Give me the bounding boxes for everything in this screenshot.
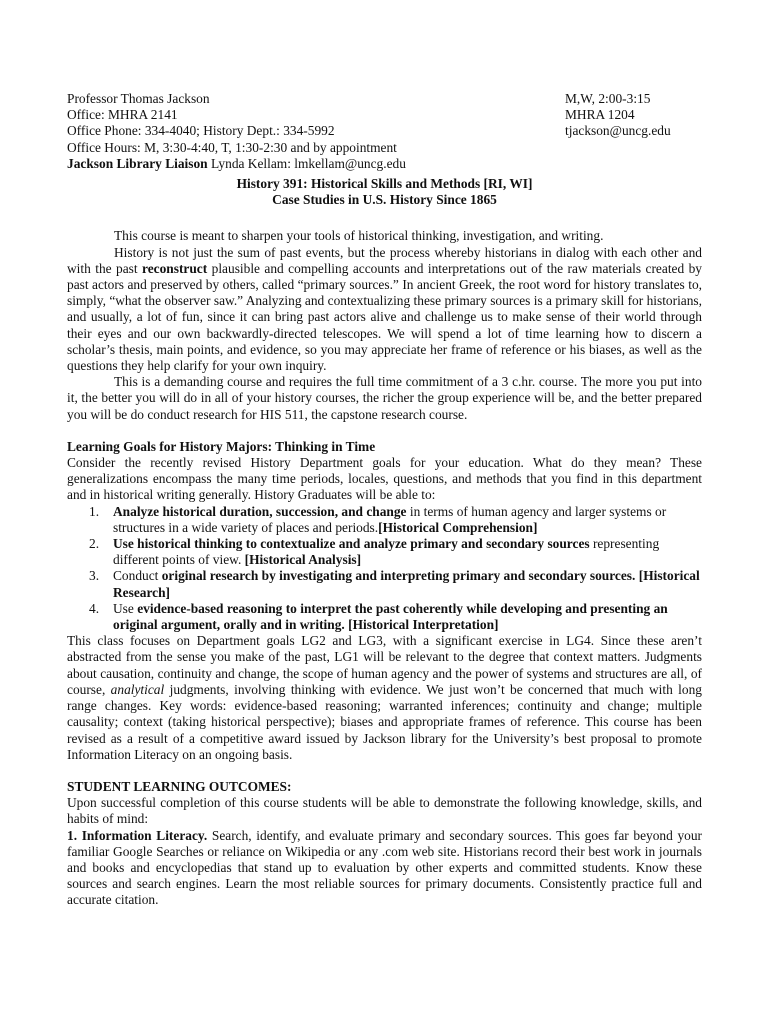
syllabus-page [67, 91, 702, 909]
analytical-emphasis: analytical [110, 681, 165, 697]
instructor-name: Professor Thomas Jackson [67, 91, 210, 106]
outcome-title: 1. Information Literacy. [67, 827, 208, 843]
list-item-pre: Conduct [113, 568, 162, 584]
list-item [67, 568, 702, 600]
intro-paragraph-2-text-a: History is not just the sum of past events, but the process whereby historians in dialog with each other and with the past [67, 244, 702, 276]
learning-goals-intro: Consider the recently revised History Department goals for your education. What do they mean? These generalizations encompass the many time periods, locales, questions, and methods that you find in this department and in historical writing generally. History Graduates will be able to: [67, 455, 702, 503]
course-title-line-1: History 391: Historical Skills and Methods [RI, WI] [236, 176, 533, 191]
class-schedule: M,W, 2:00-3:15 [565, 91, 651, 106]
library-liaison-value: Lynda Kellam: lmkellam@uncg.edu [207, 155, 406, 171]
library-liaison-label: Jackson Library Liaison [67, 155, 208, 171]
outcomes-heading: STUDENT LEARNING OUTCOMES: [67, 778, 292, 794]
list-item-bold: Analyze historical duration, succession, and change [113, 503, 407, 519]
list-item-bold: Use historical thinking to contextualize and analyze primary and secondary sources [113, 536, 590, 552]
intro-paragraph-2 [67, 245, 702, 375]
list-item-tag: [Historical Research] [113, 568, 700, 600]
list-item-tag: [Historical Comprehension] [378, 519, 538, 535]
course-title-line-2: Case Studies in U.S. History Since 1865 [272, 192, 497, 208]
instructor-email: tjackson@uncg.edu [565, 123, 671, 139]
outcomes-intro: Upon successful completion of this course students will be able to demonstrate the following knowledge, skills, and habits of mind: [67, 795, 702, 827]
list-item [67, 504, 702, 536]
outcome-text: Search, identify, and evaluate primary and secondary sources. This goes far beyond your familiar Google Searches or reliance on Wikipedia or any .com web site. Historians record their best work in journals and books and encyclopedias that stand up to evaluation by other experts and committed students. Know these sources and search engines. Learn the most reliable sources for primary documents. Consistently practice full and accurate citation. [67, 827, 702, 908]
class-info [565, 91, 705, 140]
course-title [67, 176, 702, 208]
list-item-number: 4. [89, 600, 100, 616]
learning-goals-discussion-a: This class focuses on Department goals LG2 and LG3, with a significant exercise in LG4. Since these aren’t abstracted from the sense you make of the past, LG1 will be relevant to the degree that context matters. Judgments about causation, continuity and change, the scope of human agency and the power of systems and structures are all, of course, [67, 633, 702, 697]
library-liaison [67, 156, 557, 172]
list-item-bold: original research by investigating and interpreting primary and secondary sources. [161, 568, 636, 584]
list-item-number: 2. [89, 536, 100, 552]
learning-goals-list [67, 504, 702, 634]
office-location: Office: MHRA 2141 [67, 107, 178, 123]
intro-paragraph-2-text-b: plausible and compelling accounts and interpretations out of the raw materials created by past actors and preserved by others, called “primary sources.” In ancient Greek, the root word for history translates to, simply, “what the observer saw.” Analyzing and contextualizing these primary sources is a primary skill for historians, and usually, a lot of fun, since it can bring past actors alive and challenge us to make sense of their world through their eyes and our own backwardly-directed telescopes. We will spend a lot of time learning how to discern a scholar’s thesis, main points, and evidence, so you may appreciate her frame of reference or his biases, as well as the questions they help clarify for your own inquiry. [67, 260, 702, 374]
list-item-pre: Use [113, 600, 138, 616]
course-header [67, 91, 702, 176]
instructor-info [67, 91, 557, 172]
learning-goals-discussion [67, 633, 702, 763]
list-item-post: in terms of human agency and larger systems or structures in a wide variety of places and periods. [113, 503, 667, 535]
list-item-tag: [Historical Analysis] [244, 552, 362, 568]
class-room: MHRA 1204 [565, 107, 635, 123]
office-hours: Office Hours: M, 3:30-4:40, T, 1:30-2:30 and by appointment [67, 139, 397, 155]
intro-paragraph-1: This course is meant to sharpen your tools of historical thinking, investigation, and writing. [114, 228, 604, 244]
list-item-tag: [Historical Interpretation] [348, 617, 499, 633]
learning-goals-discussion-b: judgments, involving thinking with evidence. We just won’t be concerned that much with long range changes. Key words: evidence-based reasoning; warranted inferences; continuity and change; multiple causality; context (taking historical perspective); biases and appropriate frames of reference. This course has been revised as a result of a competitive award issued by Jackson library for the University’s best proposal to promote Information Literacy on an ongoing basis. [67, 681, 702, 762]
learning-goals-heading: Learning Goals for History Majors: Thinking in Time [67, 438, 376, 454]
outcome-information-literacy [67, 828, 702, 909]
list-item-bold: evidence-based reasoning to interpret the past coherently while developing and presenting an original argument, orally and in writing. [113, 600, 668, 633]
list-item-number: 1. [89, 503, 100, 519]
office-phone: Office Phone: 334-4040; History Dept.: 334-5992 [67, 123, 335, 139]
intro-paragraph-3: This is a demanding course and requires the full time commitment of a 3 c.hr. course. The more you put into it, the better you will do in all of your history courses, the richer the group experience will be, and the better prepared you will be do conduct research for HIS 511, the capstone research course. [67, 374, 702, 422]
list-item [67, 536, 702, 568]
list-item [67, 601, 702, 633]
reconstruct-emphasis: reconstruct [142, 260, 208, 276]
list-item-post: representing different points of view. [113, 536, 660, 568]
list-item-number: 3. [89, 568, 100, 584]
